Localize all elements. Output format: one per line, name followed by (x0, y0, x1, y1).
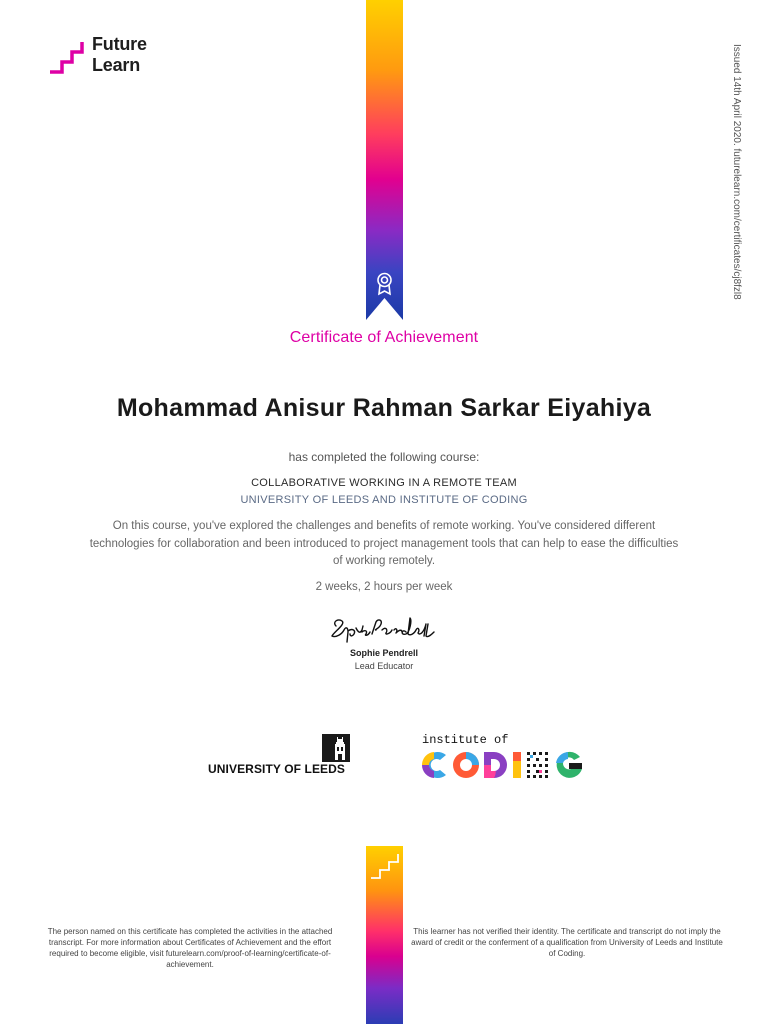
course-duration: 2 weeks, 2 hours per week (315, 581, 453, 593)
course-description: On this course, you've explored the challenges and benefits of remote working. You've considered different technologies for collaboration and been introduced to project management tools that can help to ease the difficulties of working remotely. (89, 520, 679, 567)
leeds-crest-icon (322, 734, 350, 762)
logo-wordmark (92, 34, 147, 76)
futurelearn-logo (48, 34, 168, 78)
ioc-coding-wordmark (420, 749, 592, 781)
footnote-right: This learner has not verified their identity. The certificate and transcript do not imply the award of credit or the conferment of a qualification from University of Leeds and Institute of Coding. (411, 927, 723, 958)
leeds-wordmark: UNIVERSITY OF LEEDS (208, 762, 346, 776)
course-organisation: UNIVERSITY OF LEEDS AND INSTITUTE OF CODING (240, 494, 528, 506)
institute-of-coding-logo (420, 733, 592, 781)
futurelearn-logo-icon (48, 38, 88, 74)
signer-name: Sophie Pendrell (349, 648, 418, 658)
learner-name: Mohammad Anisur Rahman Sarkar Eiyahiya (116, 394, 652, 422)
certificate-title: Certificate of Achievement (289, 329, 479, 346)
course-title: COLLABORATIVE WORKING IN A REMOTE TEAM (251, 477, 517, 489)
footnote-left: The person named on this certificate has completed the activities in the attached transcript. For more information about Certificates of Achievement and the effort required to become eligible, visit futurelearn.com/proof-of-learning/certificate-of-achievement. (47, 927, 333, 969)
university-of-leeds-logo (206, 734, 350, 778)
completed-text: has completed the following course: (288, 450, 480, 464)
issued-text: Issued 14th April 2020. futurelearn.com/certificates/cj8fzl8 (731, 44, 742, 300)
logo-line-future: Future (92, 34, 147, 54)
ioc-small-text: institute of (422, 733, 509, 747)
logo-line-learn: Learn (92, 55, 141, 75)
top-ribbon (366, 0, 403, 320)
signer-role: Lead Educator (354, 661, 414, 671)
signature (330, 612, 440, 644)
bottom-ribbon (366, 846, 403, 1024)
